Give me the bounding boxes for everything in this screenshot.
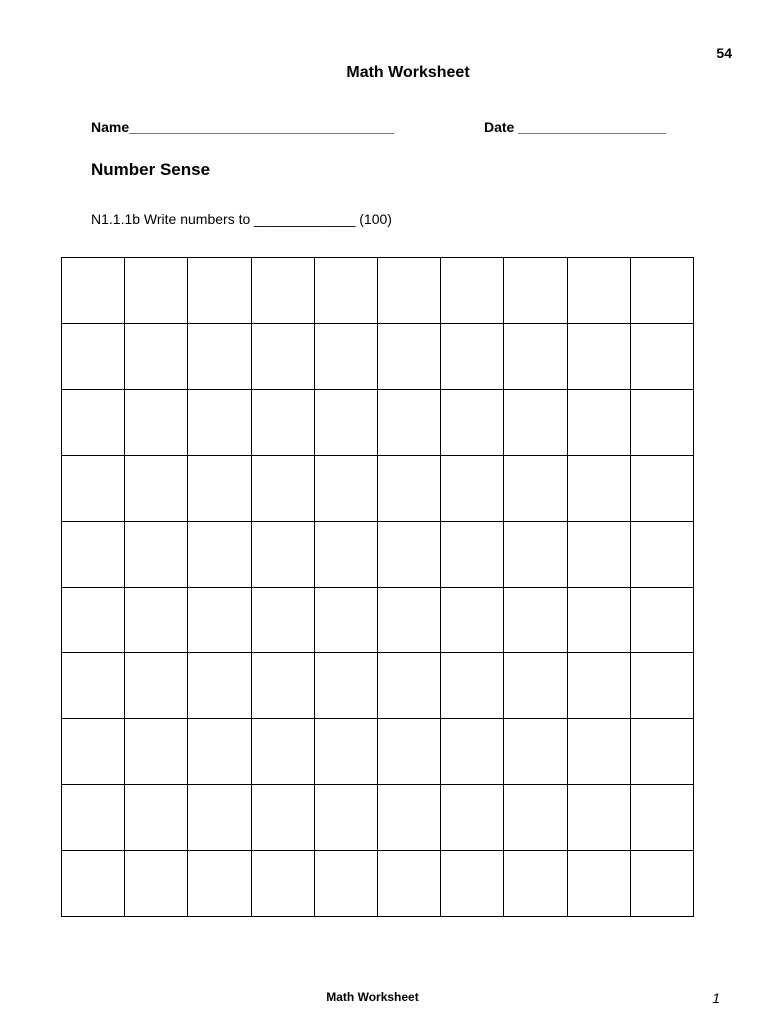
grid-cell[interactable] <box>252 851 315 917</box>
grid-cell[interactable] <box>378 324 441 390</box>
grid-cell[interactable] <box>631 588 694 654</box>
grid-cell[interactable] <box>504 785 567 851</box>
grid-cell[interactable] <box>631 653 694 719</box>
grid-cell[interactable] <box>188 390 251 456</box>
grid-cell[interactable] <box>568 653 631 719</box>
grid-cell[interactable] <box>315 324 378 390</box>
grid-cell[interactable] <box>504 522 567 588</box>
grid-cell[interactable] <box>315 390 378 456</box>
grid-cell[interactable] <box>125 588 188 654</box>
grid-cell[interactable] <box>441 324 504 390</box>
grid-cell[interactable] <box>125 522 188 588</box>
grid-cell[interactable] <box>504 588 567 654</box>
grid-cell[interactable] <box>62 324 125 390</box>
grid-cell[interactable] <box>252 588 315 654</box>
grid-cell[interactable] <box>188 785 251 851</box>
grid-cell[interactable] <box>378 785 441 851</box>
grid-cell[interactable] <box>378 653 441 719</box>
grid-cell[interactable] <box>252 653 315 719</box>
grid-cell[interactable] <box>125 258 188 324</box>
grid-cell[interactable] <box>631 522 694 588</box>
grid-cell[interactable] <box>62 851 125 917</box>
grid-cell[interactable] <box>315 851 378 917</box>
grid-cell[interactable] <box>568 522 631 588</box>
grid-cell[interactable] <box>62 258 125 324</box>
name-field[interactable]: Name__________________________________ <box>91 119 394 135</box>
footer-title: Math Worksheet <box>326 990 419 1004</box>
grid-cell[interactable] <box>62 719 125 785</box>
grid-cell[interactable] <box>125 719 188 785</box>
grid-cell[interactable] <box>125 390 188 456</box>
grid-cell[interactable] <box>315 456 378 522</box>
grid-cell[interactable] <box>188 258 251 324</box>
grid-cell[interactable] <box>188 588 251 654</box>
grid-cell[interactable] <box>504 653 567 719</box>
grid-cell[interactable] <box>315 522 378 588</box>
hundreds-grid <box>61 257 694 917</box>
grid-cell[interactable] <box>504 390 567 456</box>
page-title: Math Worksheet <box>346 64 470 81</box>
grid-cell[interactable] <box>441 851 504 917</box>
grid-cell[interactable] <box>631 719 694 785</box>
grid-cell[interactable] <box>125 456 188 522</box>
grid-cell[interactable] <box>62 588 125 654</box>
grid-cell[interactable] <box>504 456 567 522</box>
grid-cell[interactable] <box>62 390 125 456</box>
page-number: 54 <box>716 45 732 61</box>
grid-cell[interactable] <box>252 522 315 588</box>
grid-cell[interactable] <box>441 258 504 324</box>
instruction-text: N1.1.1b Write numbers to _____________ (100) <box>91 211 392 227</box>
grid-cell[interactable] <box>568 851 631 917</box>
grid-cell[interactable] <box>568 456 631 522</box>
grid-cell[interactable] <box>188 522 251 588</box>
grid-cell[interactable] <box>62 456 125 522</box>
grid-cell[interactable] <box>252 390 315 456</box>
grid-cell[interactable] <box>441 653 504 719</box>
grid-cell[interactable] <box>252 258 315 324</box>
grid-cell[interactable] <box>441 785 504 851</box>
grid-cell[interactable] <box>631 456 694 522</box>
grid-cell[interactable] <box>188 719 251 785</box>
grid-cell[interactable] <box>125 851 188 917</box>
grid-cell[interactable] <box>125 653 188 719</box>
grid-cell[interactable] <box>315 785 378 851</box>
grid-cell[interactable] <box>252 719 315 785</box>
grid-cell[interactable] <box>252 785 315 851</box>
grid-cell[interactable] <box>188 851 251 917</box>
grid-cell[interactable] <box>315 588 378 654</box>
grid-cell[interactable] <box>315 719 378 785</box>
grid-cell[interactable] <box>315 258 378 324</box>
grid-cell[interactable] <box>441 456 504 522</box>
grid-cell[interactable] <box>568 390 631 456</box>
grid-cell[interactable] <box>441 522 504 588</box>
grid-cell[interactable] <box>378 522 441 588</box>
grid-cell[interactable] <box>568 258 631 324</box>
grid-cell[interactable] <box>62 522 125 588</box>
grid-cell[interactable] <box>62 653 125 719</box>
grid-cell[interactable] <box>378 456 441 522</box>
grid-cell[interactable] <box>568 324 631 390</box>
footer-page-number: 1 <box>712 990 720 1006</box>
grid-cell[interactable] <box>568 785 631 851</box>
grid-cell[interactable] <box>631 324 694 390</box>
grid-cell[interactable] <box>504 258 567 324</box>
grid-cell[interactable] <box>504 324 567 390</box>
grid-cell[interactable] <box>568 719 631 785</box>
grid-cell[interactable] <box>378 258 441 324</box>
grid-cell[interactable] <box>631 258 694 324</box>
grid-cell[interactable] <box>62 785 125 851</box>
grid-cell[interactable] <box>441 588 504 654</box>
grid-cell[interactable] <box>378 390 441 456</box>
grid-cell[interactable] <box>441 719 504 785</box>
grid-cell[interactable] <box>378 851 441 917</box>
grid-cell[interactable] <box>378 719 441 785</box>
grid-cell[interactable] <box>631 785 694 851</box>
grid-cell[interactable] <box>631 390 694 456</box>
grid-cell[interactable] <box>125 324 188 390</box>
grid-cell[interactable] <box>568 588 631 654</box>
grid-cell[interactable] <box>188 456 251 522</box>
grid-cell[interactable] <box>125 785 188 851</box>
section-heading: Number Sense <box>91 160 211 179</box>
grid-cell[interactable] <box>315 653 378 719</box>
grid-cell[interactable] <box>504 851 567 917</box>
grid-cell[interactable] <box>378 588 441 654</box>
grid-cell[interactable] <box>441 390 504 456</box>
grid-cell[interactable] <box>188 653 251 719</box>
date-field[interactable]: Date ___________________ <box>484 119 667 135</box>
grid-cell[interactable] <box>252 456 315 522</box>
grid-cell[interactable] <box>188 324 251 390</box>
grid-cell[interactable] <box>504 719 567 785</box>
grid-cell[interactable] <box>252 324 315 390</box>
grid-cell[interactable] <box>631 851 694 917</box>
